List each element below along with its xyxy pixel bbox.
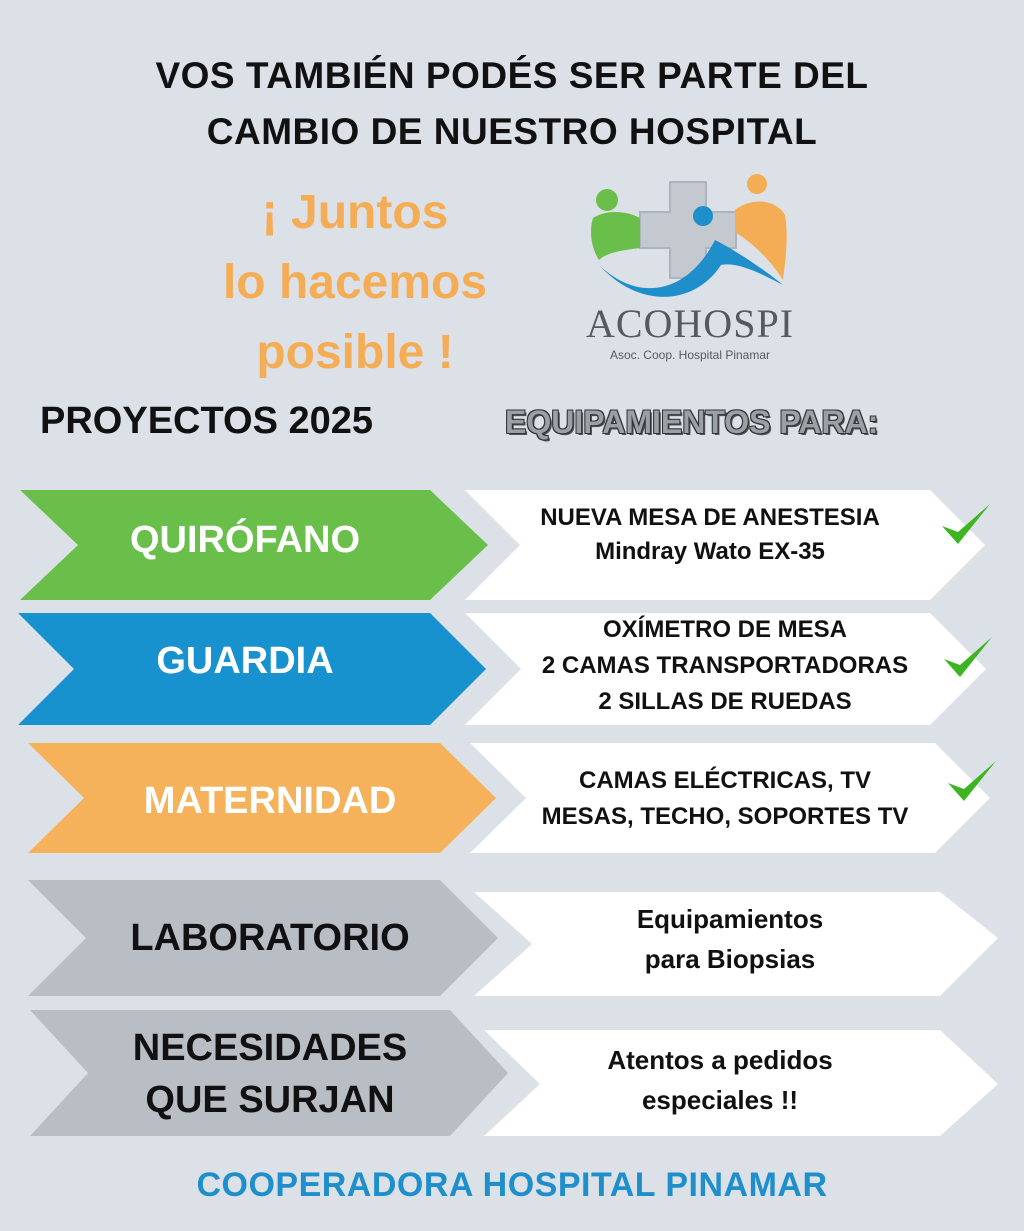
equipment-title: EQUIPAMIENTOS PARA:	[505, 404, 879, 440]
slogan-line-2: lo hacemos	[222, 256, 488, 309]
check-icon	[938, 500, 994, 550]
item-text	[505, 749, 945, 849]
item-line: Equipamientos	[636, 904, 824, 934]
slogan-line-3: posible !	[256, 326, 454, 379]
logo-green-head	[596, 189, 618, 211]
project-row-maternidad	[0, 743, 1024, 853]
project-row-laboratorio	[0, 880, 1024, 996]
item-line: OXÍMETRO DE MESA	[602, 616, 848, 643]
logo-green-figure	[591, 212, 640, 260]
item-text	[510, 896, 950, 982]
item-line: para Biopsias	[644, 944, 816, 974]
logo-name: ACOHOSPI	[585, 301, 795, 346]
category-line: QUE SURJAN	[145, 1079, 395, 1121]
category-label	[95, 1016, 445, 1132]
project-row-quirofano	[0, 490, 1024, 600]
category-label: LABORATORIO	[130, 916, 410, 959]
item-line: NUEVA MESA DE ANESTESIA	[540, 504, 880, 531]
item-line: CAMAS ELÉCTRICAS, TV	[578, 767, 871, 794]
slogan-line-1: ¡ Juntos	[261, 186, 449, 239]
item-text	[500, 1040, 940, 1120]
category-label: MATERNIDAD	[143, 779, 397, 822]
headline-line-1: VOS TAMBIÉN PODÉS SER PARTE DEL	[155, 55, 869, 96]
item-text	[495, 500, 925, 570]
logo-blue-head	[693, 206, 713, 226]
item-line: 2 SILLAS DE RUEDAS	[598, 688, 852, 715]
slogan	[190, 178, 520, 388]
logo-orange-head	[747, 174, 767, 194]
item-line: Atentos a pedidos	[607, 1045, 833, 1075]
item-line: MESAS, TECHO, SOPORTES TV	[541, 803, 909, 830]
item-text	[505, 613, 945, 719]
projects-title: PROYECTOS 2025	[40, 400, 374, 442]
category-label: QUIRÓFANO	[129, 518, 361, 561]
project-row-necesidades	[0, 1010, 1024, 1136]
item-line: especiales !!	[641, 1085, 799, 1115]
headline-line-2: CAMBIO DE NUESTRO HOSPITAL	[206, 111, 818, 152]
category-label: GUARDIA	[156, 639, 334, 682]
category-line: NECESIDADES	[132, 1027, 408, 1069]
headline	[0, 48, 1024, 160]
footer-organization: COOPERADORA HOSPITAL PINAMAR	[196, 1166, 828, 1204]
project-row-guardia	[0, 613, 1024, 725]
logo-subtitle: Asoc. Coop. Hospital Pinamar	[609, 348, 771, 362]
item-line: Mindray Wato EX-35	[595, 538, 825, 565]
item-line: 2 CAMAS TRANSPORTADORAS	[541, 652, 909, 679]
check-icon	[940, 633, 996, 683]
check-icon	[944, 757, 1000, 807]
